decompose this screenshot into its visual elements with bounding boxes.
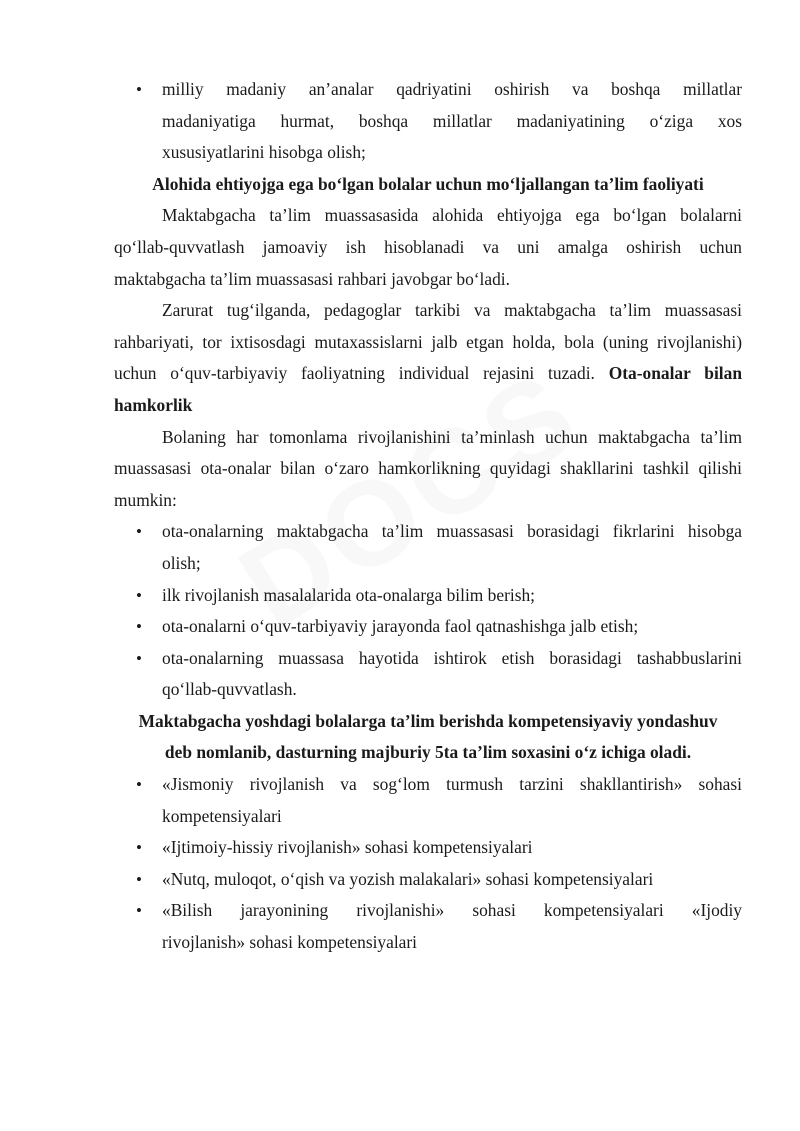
bullet-icon: • [136,901,142,921]
bullet-icon: • [136,522,142,542]
list-item-text: milliy madaniy an’analar qadriyatini oshirish va boshqa millatlar [162,79,742,99]
list-item-continuation: rivojlanish» sohasi kompetensiyalari [162,932,418,953]
bullet-icon: • [136,869,142,889]
list-item-text: «Ijtimoiy-hissiy rivojlanish» sohasi kompetensiyalari [162,837,533,858]
bullet-icon: • [136,775,142,795]
list-item-continuation: olish; [162,552,201,573]
paragraph-line: muassasasi ota-onalar bilan o‘zaro hamkorlikning quyidagi shakllarini tashkil qilishi [114,458,742,479]
bullet-icon: • [136,585,142,605]
paragraph-line: rahbariyati, tor ixtisosdagi mutaxassislarni jalb etgan holda, bola (uning rivojlanishi) [114,331,742,352]
list-item-continuation: kompetensiyalari [162,805,282,826]
list-item [114,769,742,801]
paragraph-line: Bolaning har tomonlama rivojlanishini ta’minlash uchun maktabgacha ta’lim [162,426,742,447]
list-item-continuation: xususiyatlarini hisobga olish; [162,142,366,163]
inline-heading: hamkorlik [114,394,193,415]
list-item-text: ota-onalarning maktabgacha ta’lim muassasasi borasidagi fikrlarini hisobga [162,521,742,542]
list-item-continuation: madaniyatiga hurmat, boshqa millatlar madaniyatining o‘ziga xos [162,110,742,131]
list-item-text: ilk rivojlanish masalalarida ota-onalarga bilim berish; [162,584,535,605]
list-item-text: «Nutq, muloqot, o‘qish va yozish malakalari» sohasi kompetensiyalari [162,868,654,889]
section-heading: deb nomlanib, dasturning majburiy 5ta ta’lim soxasini o‘z ichiga oladi. [164,742,692,763]
list-item-continuation: qo‘llab-quvvatlash. [162,679,297,700]
document-page [114,74,742,959]
list-item-text: «Jismoniy rivojlanish va sog‘lom turmush tarzini shakllantirish» sohasi [162,774,742,795]
list-item-text: ota-onalarning muassasa hayotida ishtirok etish borasidagi tashabbuslarini [162,647,742,668]
list-item-text: ota-onalarni o‘quv-tarbiyaviy jarayonda faol qatnashishga jalb etish; [162,616,639,637]
paragraph-line: Maktabgacha ta’lim muassasasida alohida ehtiyojga ega bo‘lgan bolalarni [162,205,742,226]
list-item [114,611,742,643]
list-item [114,832,742,864]
list-item-text: «Bilish jarayonining rivojlanishi» sohasi kompetensiyalari «Ijodiy [162,900,742,921]
bullet-icon: • [136,648,142,668]
paragraph-text: uchun o‘quv-tarbiyaviy faoliyatning individual rejasini tuzadi. [114,363,595,384]
paragraph-line: qo‘llab-quvvatlash jamoaviy ish hisoblanadi va uni amalga oshirish uchun [114,236,742,257]
paragraph-line: maktabgacha ta’lim muassasasi rahbari javobgar bo‘ladi. [114,268,510,289]
paragraph-line: mumkin: [114,489,177,510]
list-item [114,580,742,612]
list-item [114,895,742,927]
inline-heading: Ota-onalar bilan [608,363,742,384]
list-item [114,74,742,106]
section-heading: Alohida ehtiyojga ega bo‘lgan bolalar uchun mo‘ljallangan ta’lim faoliyati [152,173,704,194]
list-item [114,516,742,548]
bullet-icon: • [136,617,142,637]
paragraph-line: Zarurat tug‘ilganda, pedagoglar tarkibi va maktabgacha ta’lim muassasasi [162,300,742,321]
list-item [114,643,742,675]
bullet-icon: • [136,80,142,99]
list-item [114,864,742,896]
paragraph-line [114,358,742,390]
bullet-icon: • [136,838,142,858]
section-heading: Maktabgacha yoshdagi bolalarga ta’lim berishda kompetensiyaviy yondashuv [138,710,718,731]
